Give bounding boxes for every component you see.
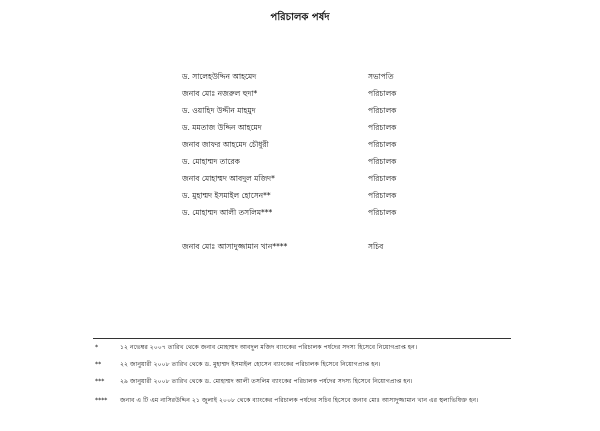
member-name: ড. মমতাজ উদ্দিন আহমেদ	[182, 123, 262, 132]
footnote-text: ১২ নভেম্বর ২০০৭ তারিখ থেকে জনাব মোহাম্মদ আবদুল মজিদ ব্যাংকের পরিচালক পর্ষদের সদস্য হিসেবে নিয়োগপ্রাপ্ত হন।	[120, 344, 418, 351]
member-name: জনাব মোহাম্মদ আবদুল মজিদ*	[182, 174, 275, 183]
footnote-text: জনাব এ টি এম নাসিরউদ্দিন ২১ জুলাই ২০০৮ থেকে ব্যাংকের পরিচালক পর্ষদের সচিব হিসেবে জনাব মোঃ আসাদুজ্জামান খান এর স্থলাভিষিক্ত হন।	[120, 397, 479, 404]
footnote-mark: ***	[95, 378, 105, 385]
footnote-mark: ****	[95, 397, 108, 404]
member-row	[0, 106, 600, 120]
member-row	[0, 123, 600, 137]
member-role: সভাপতি	[368, 72, 394, 81]
footnote-divider	[93, 338, 511, 339]
member-row	[0, 157, 600, 171]
member-role: পরিচালক	[368, 174, 397, 183]
member-row	[0, 208, 600, 222]
member-row	[0, 72, 600, 86]
footnote-mark: *	[95, 344, 99, 351]
secretary-role: সচিব	[368, 242, 384, 251]
member-row	[0, 174, 600, 188]
member-row	[0, 140, 600, 154]
footnote-text: ২২ জানুয়ারী ২০০৮ তারিখ থেকে ড. মুহাম্মদ ইসমাইল হোসেন ব্যাংকের পরিচালক হিসেবে নিয়োগপ্রাপ্ত হন।	[120, 361, 381, 368]
member-name: ড. মোহাম্মদ আলী তসলিম***	[182, 208, 273, 217]
member-name: ড. সালেহউদ্দিন আহমেদ	[182, 72, 257, 81]
page-title: পরিচালক পর্ষদ	[270, 12, 330, 23]
member-role: পরিচালক	[368, 89, 397, 98]
member-name: জনাব জাফর আহমেদ চৌধুরী	[182, 140, 269, 149]
secretary-row	[0, 242, 600, 256]
member-name: ড. মুহাম্মদ ইসমাইল হোসেন**	[182, 191, 271, 200]
member-role: পরিচালক	[368, 157, 397, 166]
member-name: ড. ওয়াহিদ উদ্দীন মাহমুদ	[182, 106, 256, 115]
member-role: পরিচালক	[368, 208, 397, 217]
member-row	[0, 191, 600, 205]
secretary-name: জনাব মোঃ আসাদুজ্জামান খান****	[182, 242, 288, 251]
member-name: জনাব মোঃ নজরুল হুদা*	[182, 89, 258, 98]
member-role: পরিচালক	[368, 123, 397, 132]
footnote-mark: **	[95, 361, 102, 368]
member-role: পরিচালক	[368, 191, 397, 200]
footnote-text: ২৯ জানুয়ারী ২০০৮ তারিখ থেকে ড. মোহাম্মদ আলী তসলিম ব্যাংকের পরিচালক পর্ষদের সদস্য হিসেবে নিয়োগপ্রাপ্ত হন।	[120, 378, 413, 385]
member-role: পরিচালক	[368, 140, 397, 149]
member-role: পরিচালক	[368, 106, 397, 115]
member-row	[0, 89, 600, 103]
member-name: ড. মোহাম্মদ তারেক	[182, 157, 240, 166]
